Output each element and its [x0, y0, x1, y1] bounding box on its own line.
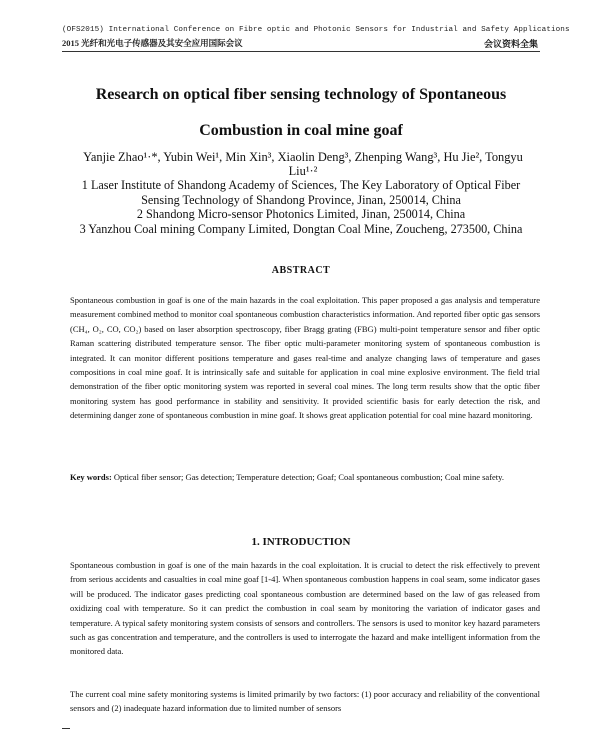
- abstract-body: Spontaneous combustion in goaf is one of the main hazards in the coal exploitation. This paper proposed a gas analysis and temperature measurement combined method to monitor coal spontaneous combustion characteristics information. And reported fiber optic gas sensors (CH₄, O₂, CO, CO₂) based on laser absorption spectroscopy, fiber Bragg grating (FBG) multi-point temperature sensor and fiber optic Raman scattering distributed temperature sensor. The fiber optic multi-parameter monitoring system of spontaneous combustion is integrated. It can monitor different positions temperature and gases real-time and analyze changing laws of temperature and gases compositions in coal mine goaf. It is intrinsically safe and suitable for application in coal mine explosive environment. The field trial demonstration of the fiber optic monitoring system was reported in several coal mines. The long term results show that the optic fiber monitoring system has good performance in stability and sensitivity. It provided scientific basis for early detection the risk, and determining danger zone of spontaneous combustion in mine goaf. It shows great application potential for coal mine hazard monitoring.: [70, 295, 540, 421]
- affiliation-line: Sensing Technology of Shandong Province, Jinan, 250014, China: [141, 192, 461, 207]
- affiliation-line: 2 Shandong Micro-sensor Photonics Limited, Jinan, 250014, China: [136, 207, 466, 221]
- paper-title: Research on optical fiber sensing technology of Spontaneous Combustion in coal mine goaf: [95, 86, 507, 139]
- author-list: Yanjie Zhao¹·*, Yubin Wei¹, Min Xin³, Xiaolin Deng³, Zhenping Wang³, Hu Jie², Tongyu Liu¹·²: [83, 150, 523, 178]
- conference-header-chinese: 2015 光纤和光电子传感器及其安全应用国际会议: [62, 38, 243, 48]
- header-divider: [62, 51, 540, 52]
- abstract-heading: ABSTRACT: [271, 265, 331, 276]
- introduction-paragraph-2: The current coal mine safety monitoring systems is limited primarily by two factors: (1) poor accuracy and reliability of the conventional sensors and (2) inadequate hazard information due to limited number of sensors: [70, 689, 540, 714]
- keywords-label: Key words:: [70, 472, 112, 482]
- affiliation-line: 1 Laser Institute of Shandong Academy of Sciences, The Key Laboratory of Optical Fiber: [81, 178, 521, 192]
- affiliations: [62, 178, 540, 236]
- conference-header-english: (OFS2015) International Conference on Fibre optic and Photonic Sensors for Industrial and Safety Applications: [62, 26, 570, 34]
- introduction-heading: 1. INTRODUCTION: [251, 536, 351, 548]
- footnote-rule: [62, 728, 70, 729]
- keywords: [70, 470, 540, 484]
- proceedings-label: 会议资料全集: [483, 39, 538, 49]
- affiliation-line: 3 Yanzhou Coal mining Company Limited, Dongtan Coal Mine, Zoucheng, 273500, China: [79, 221, 523, 236]
- introduction-paragraph-1: Spontaneous combustion in goaf is one of the main hazards in the coal exploitation. It is crucial to detect the risk effectively to prevent from serious accidents and casualties in coal mine goaf [1-4]. When spontaneous combustion happens in coal seam, some indicator gases will be produced. The indicator gases predicting coal spontaneous combustion are determined based on the law of gas released from oxidizing coal with temperature. So it can predict the combustion in coal seam by monitoring the variation of indicator gases and temperature. A typical safety monitoring system consists of sensors and controllers. The sensors is used to monitor key hazard parameters such as gas concentration and temperature, and the controllers is used to interrogate the hazard and make intelligent information from the monitored data.: [70, 560, 540, 657]
- keywords-text: Optical fiber sensor; Gas detection; Temperature detection; Goaf; Coal spontaneous combustion; Coal mine safety.: [111, 472, 504, 482]
